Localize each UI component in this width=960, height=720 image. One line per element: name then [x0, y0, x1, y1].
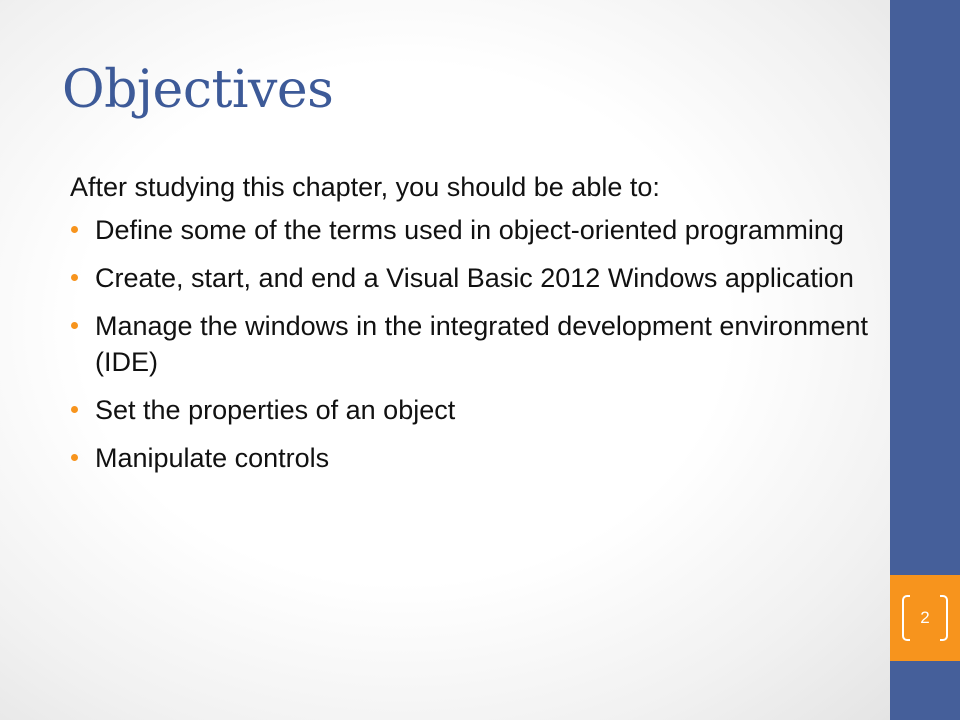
objective-item — [70, 308, 870, 380]
bullet-icon — [71, 226, 78, 233]
bullet-icon — [71, 274, 78, 281]
objective-item — [70, 212, 870, 248]
objective-text: Create, start, and end a Visual Basic 2012 Windows application — [95, 263, 854, 293]
page-number-box — [890, 575, 960, 661]
bullet-icon — [71, 406, 78, 413]
objective-text: Manage the windows in the integrated development environment (IDE) — [95, 311, 868, 377]
objective-item — [70, 260, 870, 296]
slide-body — [70, 168, 870, 488]
right-bracket-icon — [940, 595, 948, 641]
objective-item — [70, 440, 870, 476]
slide-title: Objectives — [62, 60, 334, 120]
page-number: 2 — [920, 608, 930, 627]
objective-text: Define some of the terms used in object-oriented programming — [95, 215, 844, 245]
intro-text: After studying this chapter, you should be able to: — [70, 172, 660, 202]
bullet-icon — [71, 454, 78, 461]
bullet-icon — [71, 322, 78, 329]
objective-text: Set the properties of an object — [95, 395, 456, 425]
objectives-list — [70, 212, 870, 476]
objective-text: Manipulate controls — [95, 443, 330, 473]
objective-item — [70, 392, 870, 428]
